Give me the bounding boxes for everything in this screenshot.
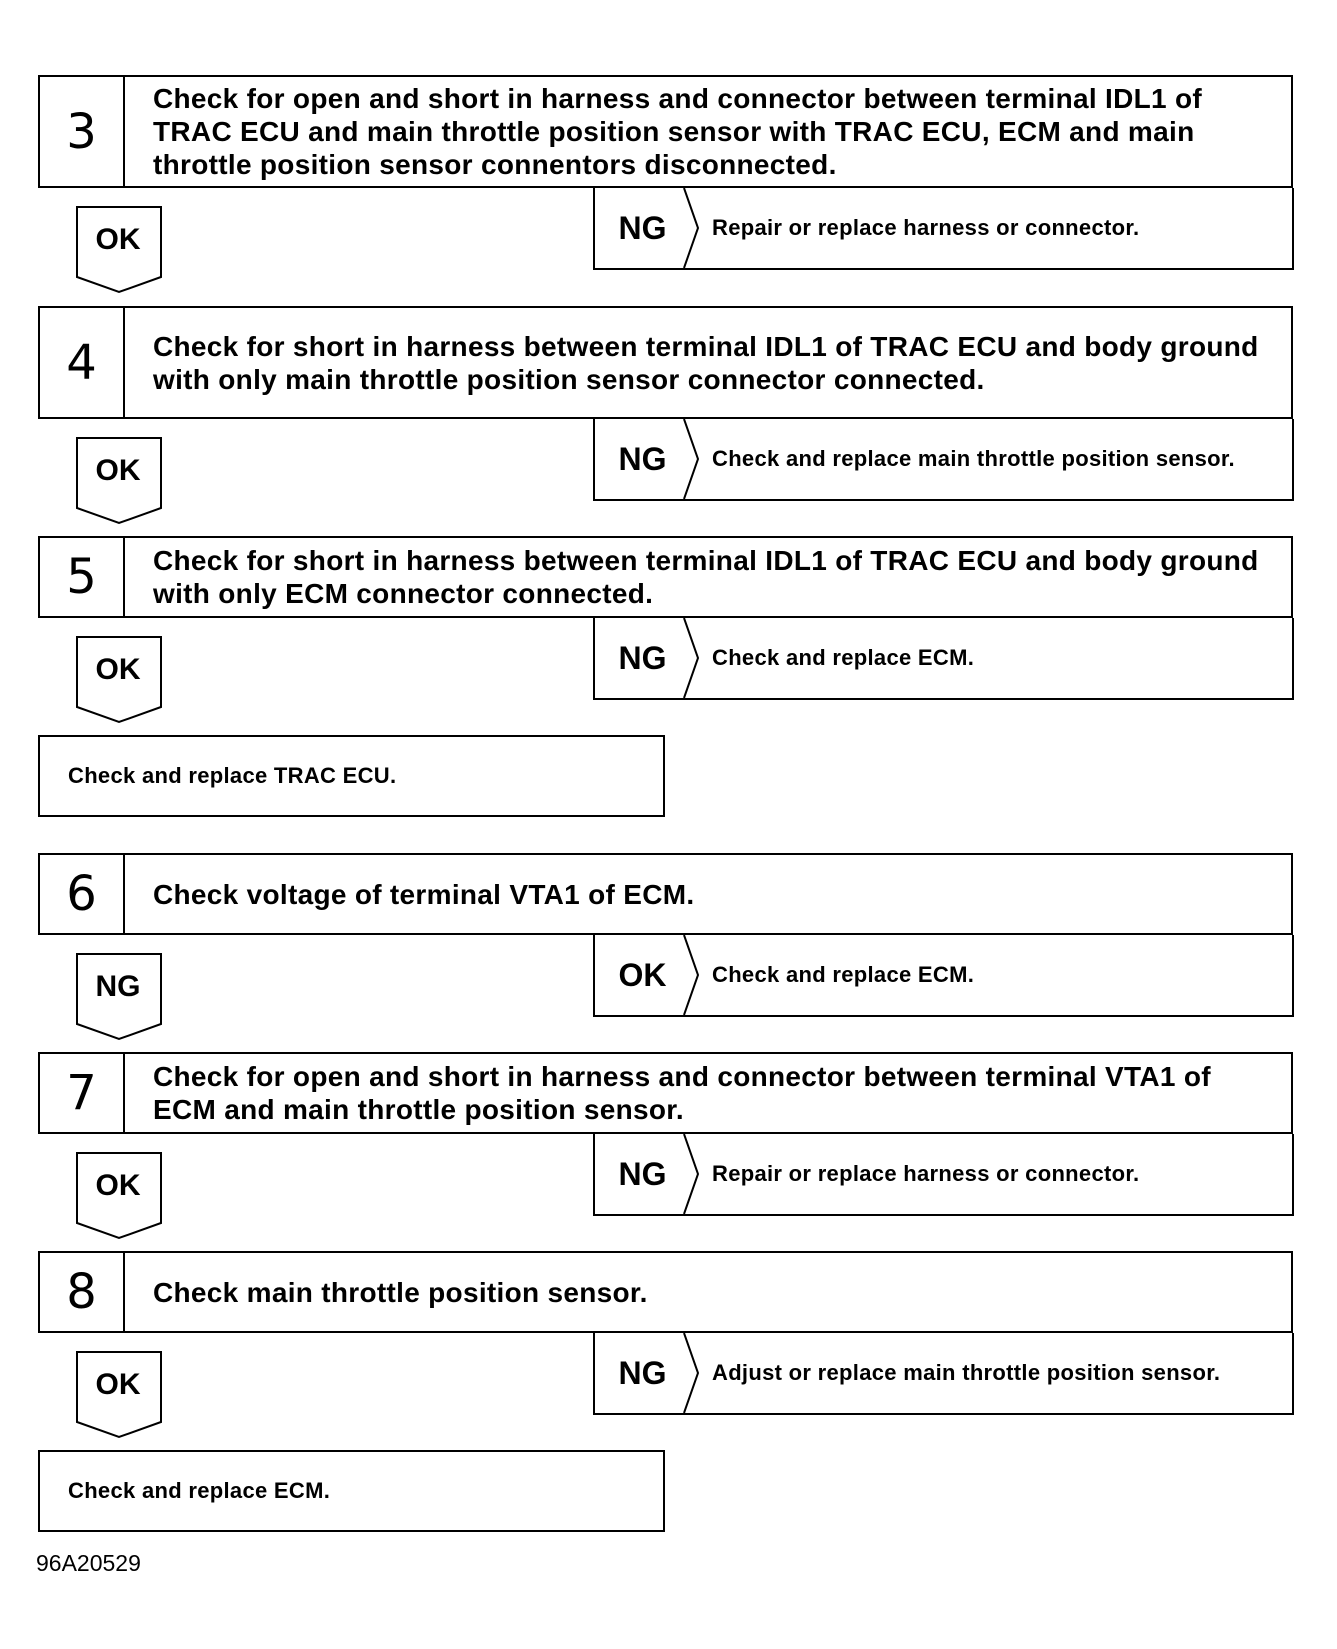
final-action-box: Check and replace TRAC ECU. — [38, 735, 665, 817]
result-label: NG — [618, 639, 667, 676]
step-6-box — [38, 853, 1293, 935]
step-4-ng-result — [593, 419, 1294, 501]
result-action: Adjust or replace main throttle position sensor. — [712, 1360, 1221, 1385]
chevron-divider — [681, 935, 705, 1015]
result-action: Check and replace main throttle position sensor. — [712, 446, 1235, 471]
flow-label: OK — [95, 223, 141, 256]
chevron-divider — [681, 419, 705, 499]
step-number: 5 — [40, 538, 125, 616]
result-label: NG — [618, 1354, 667, 1391]
step-description: Check main throttle position sensor. — [153, 1276, 648, 1308]
step-description: Check for open and short in harness and connector between terminal IDL1 of TRAC ECU and main throttle position sensor with TRAC ECU, ECM and main throttle position sensor connentors disconnected. — [153, 83, 1203, 180]
step-8-box — [38, 1251, 1293, 1333]
step-3-box — [38, 75, 1293, 188]
result-action: Repair or replace harness or connector. — [712, 1161, 1140, 1186]
step-number: 3 — [40, 77, 125, 186]
step-description: Check for open and short in harness and connector between terminal VTA1 of ECM and main throttle position sensor. — [153, 1061, 1211, 1125]
step-number: 8 — [40, 1253, 125, 1331]
step-description: Check for short in harness between terminal IDL1 of TRAC ECU and body ground with only ECM connector connected. — [153, 545, 1259, 609]
chevron-divider — [681, 1333, 705, 1413]
step-8-ng-result — [593, 1333, 1294, 1415]
flow-label: OK — [95, 653, 141, 686]
step-number: 4 — [40, 308, 125, 417]
step-7-ng-result — [593, 1134, 1294, 1216]
flow-label: OK — [95, 1368, 141, 1401]
step-5-ng-result — [593, 618, 1294, 700]
flow-label: OK — [95, 454, 141, 487]
result-label: NG — [618, 440, 667, 477]
result-action: Check and replace ECM. — [712, 645, 975, 670]
step-6-ok-result — [593, 935, 1294, 1017]
result-label: OK — [618, 956, 667, 993]
result-action: Check and replace ECM. — [712, 962, 975, 987]
figure-code: 96A20529 — [36, 1550, 141, 1576]
final-action-box: Check and replace ECM. — [38, 1450, 665, 1532]
chevron-divider — [681, 618, 705, 698]
chevron-divider — [681, 188, 705, 268]
result-action: Repair or replace harness or connector. — [712, 215, 1140, 240]
result-label: NG — [618, 209, 667, 246]
step-5-box — [38, 536, 1293, 618]
flow-label: NG — [95, 970, 141, 1003]
step-description: Check for short in harness between terminal IDL1 of TRAC ECU and body ground with only main throttle position sensor connector connected. — [153, 330, 1259, 395]
step-number: 6 — [40, 855, 125, 933]
flow-label: OK — [95, 1169, 141, 1202]
step-number: 7 — [40, 1054, 125, 1132]
step-description: Check voltage of terminal VTA1 of ECM. — [153, 878, 695, 910]
result-label: NG — [618, 1155, 667, 1192]
chevron-divider — [681, 1134, 705, 1214]
step-4-box — [38, 306, 1293, 419]
step-3-ng-result — [593, 188, 1294, 270]
step-7-box — [38, 1052, 1293, 1134]
